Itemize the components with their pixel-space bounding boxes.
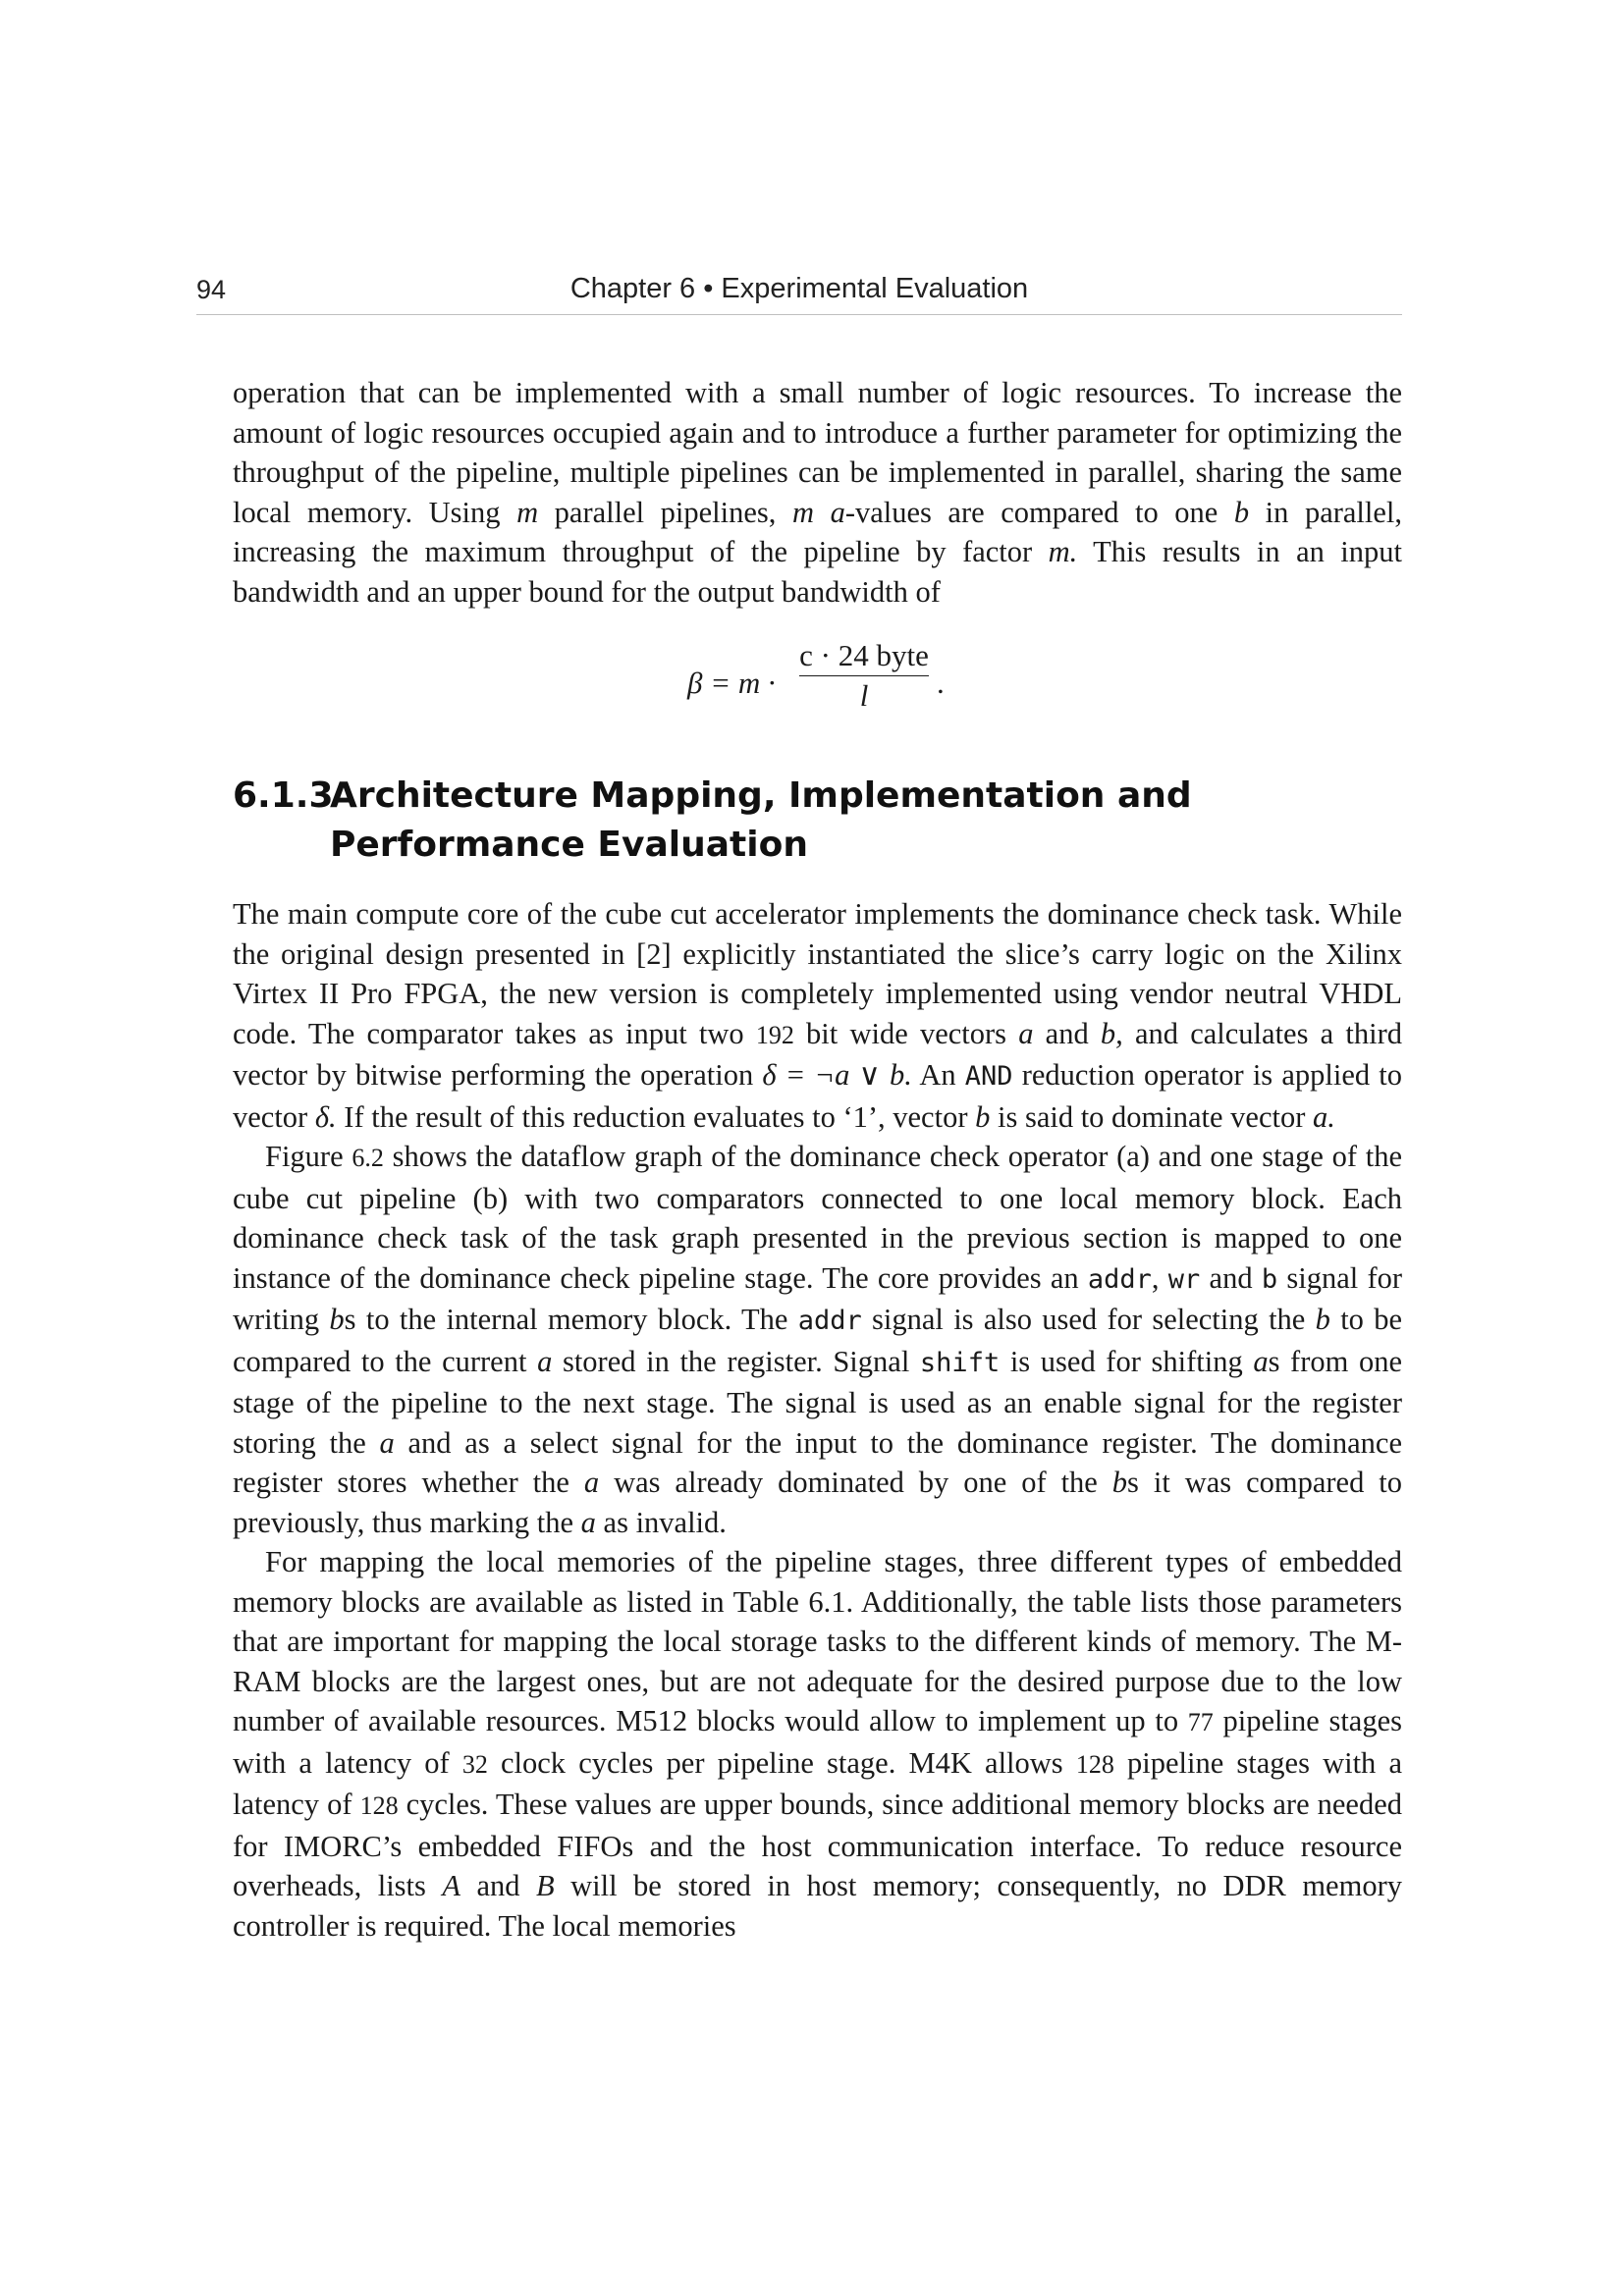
equation-denominator: l	[859, 678, 869, 713]
section-title: Architecture Mapping, Implementation and Performance Evaluation	[330, 775, 1192, 865]
equation-terminator: .	[937, 666, 945, 700]
paragraph-1: The main compute core of the cube cut accelerator implements the dominance check task. While the original design presented in [2] explicitly instantiated the slice’s carry logic on the Xilinx Virtex II Pro FPGA, the new version is completely implemented using vendor neutral VHDL code. The comparator takes as input two 192 bit wide vectors a and b, and calculates a third vector by bitwise performing the operation δ = ¬a ∨ b. An AND reduction operator is applied to vector δ. If the result of this reduction evaluates to ‘1’, vector b is said to dominate vector a.	[233, 897, 1402, 1134]
fraction-bar	[799, 675, 929, 676]
equation-fraction	[795, 638, 933, 714]
equation-numerator: c · 24 byte	[799, 638, 929, 672]
paragraph-2: Figure 6.2 shows the dataflow graph of the dominance check operator (a) and one stage of the cube cut pipeline (b) with two comparators connected to one local memory block. Each dominance check task of the task graph presented in the previous section is mapped to one instance of the dominance check pipeline stage. The core provides an addr, wr and b signal for writing bs to the internal memory block. The addr signal is also used for selecting the b to be compared to the current a stored in the register. Signal shift is used for shifting as from one stage of the pipeline to the next stage. The signal is used as an enable signal for the register storing the a and as a select signal for the input to the dominance register. The dominance register stores whether the a was already dominated by one of the bs it was compared to previously, thus marking the a as invalid.	[233, 1140, 1403, 1539]
page-number: 94	[196, 275, 227, 304]
paragraph-3: For mapping the local memories of the pipeline stages, three different types of embedded memory blocks are available as listed in Table 6.1. Additionally, the table lists those parameters that are important for mapping the local storage tasks to the different kinds of memory. The M-RAM blocks are the largest ones, but are not adequate for the desired purpose due to the low number of available resources. M512 blocks would allow to implement up to 77 pipeline stages with a latency of 32 clock cycles per pipeline stage. M4K allows 128 pipeline stages with a latency of 128 cycles. These values are upper bounds, since additional memory blocks are needed for IMORC’s embedded FIFOs and the host communication interface. To reduce resource overheads, lists A and B will be stored in host memory; consequently, no DDR memory controller is required. The local memories	[233, 1545, 1403, 1943]
section-number: 6.1.3	[233, 775, 334, 816]
equation-lhs: β = m ·	[687, 666, 776, 700]
intro-paragraph: operation that can be implemented with a small number of logic resources. To increase the amount of logic resources occupied again and to introduce a further parameter for optimizing the throughput of the pipeline, multiple pipelines can be implemented in parallel, sharing the same local memory. Using m parallel pipelines, m a-values are compared to one b in parallel, increasing the maximum throughput of the pipeline by factor m. This results in an input bandwidth and an upper bound for the output bandwidth of	[233, 376, 1403, 609]
chapter-title: Chapter 6 • Experimental Evaluation	[569, 273, 1029, 304]
section-body	[233, 894, 1402, 1946]
running-header	[196, 267, 1402, 315]
bandwidth-equation	[687, 638, 982, 726]
